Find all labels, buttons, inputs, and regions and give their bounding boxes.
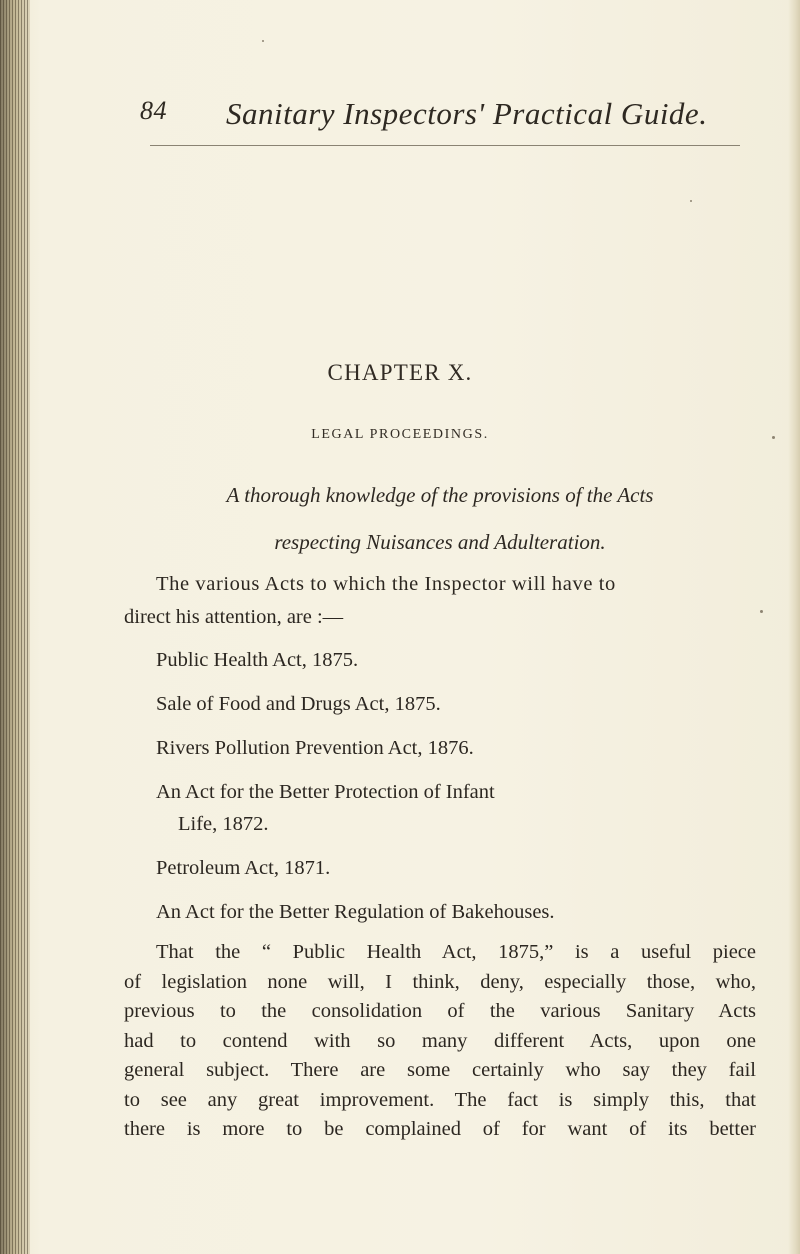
header-rule <box>150 145 740 146</box>
act-item: An Act for the Better Regulation of Bakehouses. <box>156 901 555 923</box>
intro-line-2: respecting Nuisances and Adulteration. <box>274 530 606 554</box>
paper-speck <box>760 610 763 613</box>
paper-speck <box>772 436 775 439</box>
acts-list <box>156 644 756 940</box>
paragraph-line: there is more to be complained of for want of its better <box>124 1118 756 1140</box>
paragraph-line: to see any great improvement. The fact is simply this, that <box>124 1088 756 1111</box>
running-header <box>140 96 760 136</box>
act-item: Rivers Pollution Prevention Act, 1876. <box>156 737 474 759</box>
act-item: Public Health Act, 1875. <box>156 649 359 671</box>
page-binding-edge <box>0 0 30 1254</box>
act-item: Sale of Food and Drugs Act, 1875. <box>156 693 441 715</box>
paper-speck <box>690 200 692 202</box>
paragraph-line: of legislation none will, I think, deny, especially those, who, <box>124 970 756 993</box>
paragraph-public-health-act <box>124 938 756 1145</box>
act-item <box>156 776 756 840</box>
paragraph-line: That the “ Public Health Act, 1875,” is a useful piece <box>156 941 756 963</box>
paragraph-acts-intro <box>124 568 764 634</box>
act-item-line: An Act for the Better Protection of Infant <box>156 781 495 803</box>
paper-speck <box>262 40 264 42</box>
paragraph-line: general subject. There are some certainly who say they fail <box>124 1059 756 1081</box>
running-title: Sanitary Inspectors' Practical Guide. <box>226 96 708 131</box>
chapter-subtitle: LEGAL PROCEEDINGS. <box>311 427 489 442</box>
page-number: 84 <box>140 96 167 125</box>
paragraph-line: direct his attention, are :— <box>124 606 344 628</box>
chapter-intro <box>150 472 730 566</box>
paragraph-line: had to contend with so many different Acts, upon one <box>124 1029 756 1052</box>
page-right-edge <box>788 0 800 1254</box>
act-item: Petroleum Act, 1871. <box>156 857 331 879</box>
paragraph-line: previous to the consolidation of the various Sanitary Acts <box>124 1000 756 1022</box>
act-item-continuation: Life, 1872. <box>178 813 269 835</box>
paragraph-line: The various Acts to which the Inspector will have to <box>156 573 616 595</box>
intro-line-1: A thorough knowledge of the provisions of the Acts <box>226 483 654 507</box>
chapter-title: CHAPTER X. <box>327 360 473 385</box>
